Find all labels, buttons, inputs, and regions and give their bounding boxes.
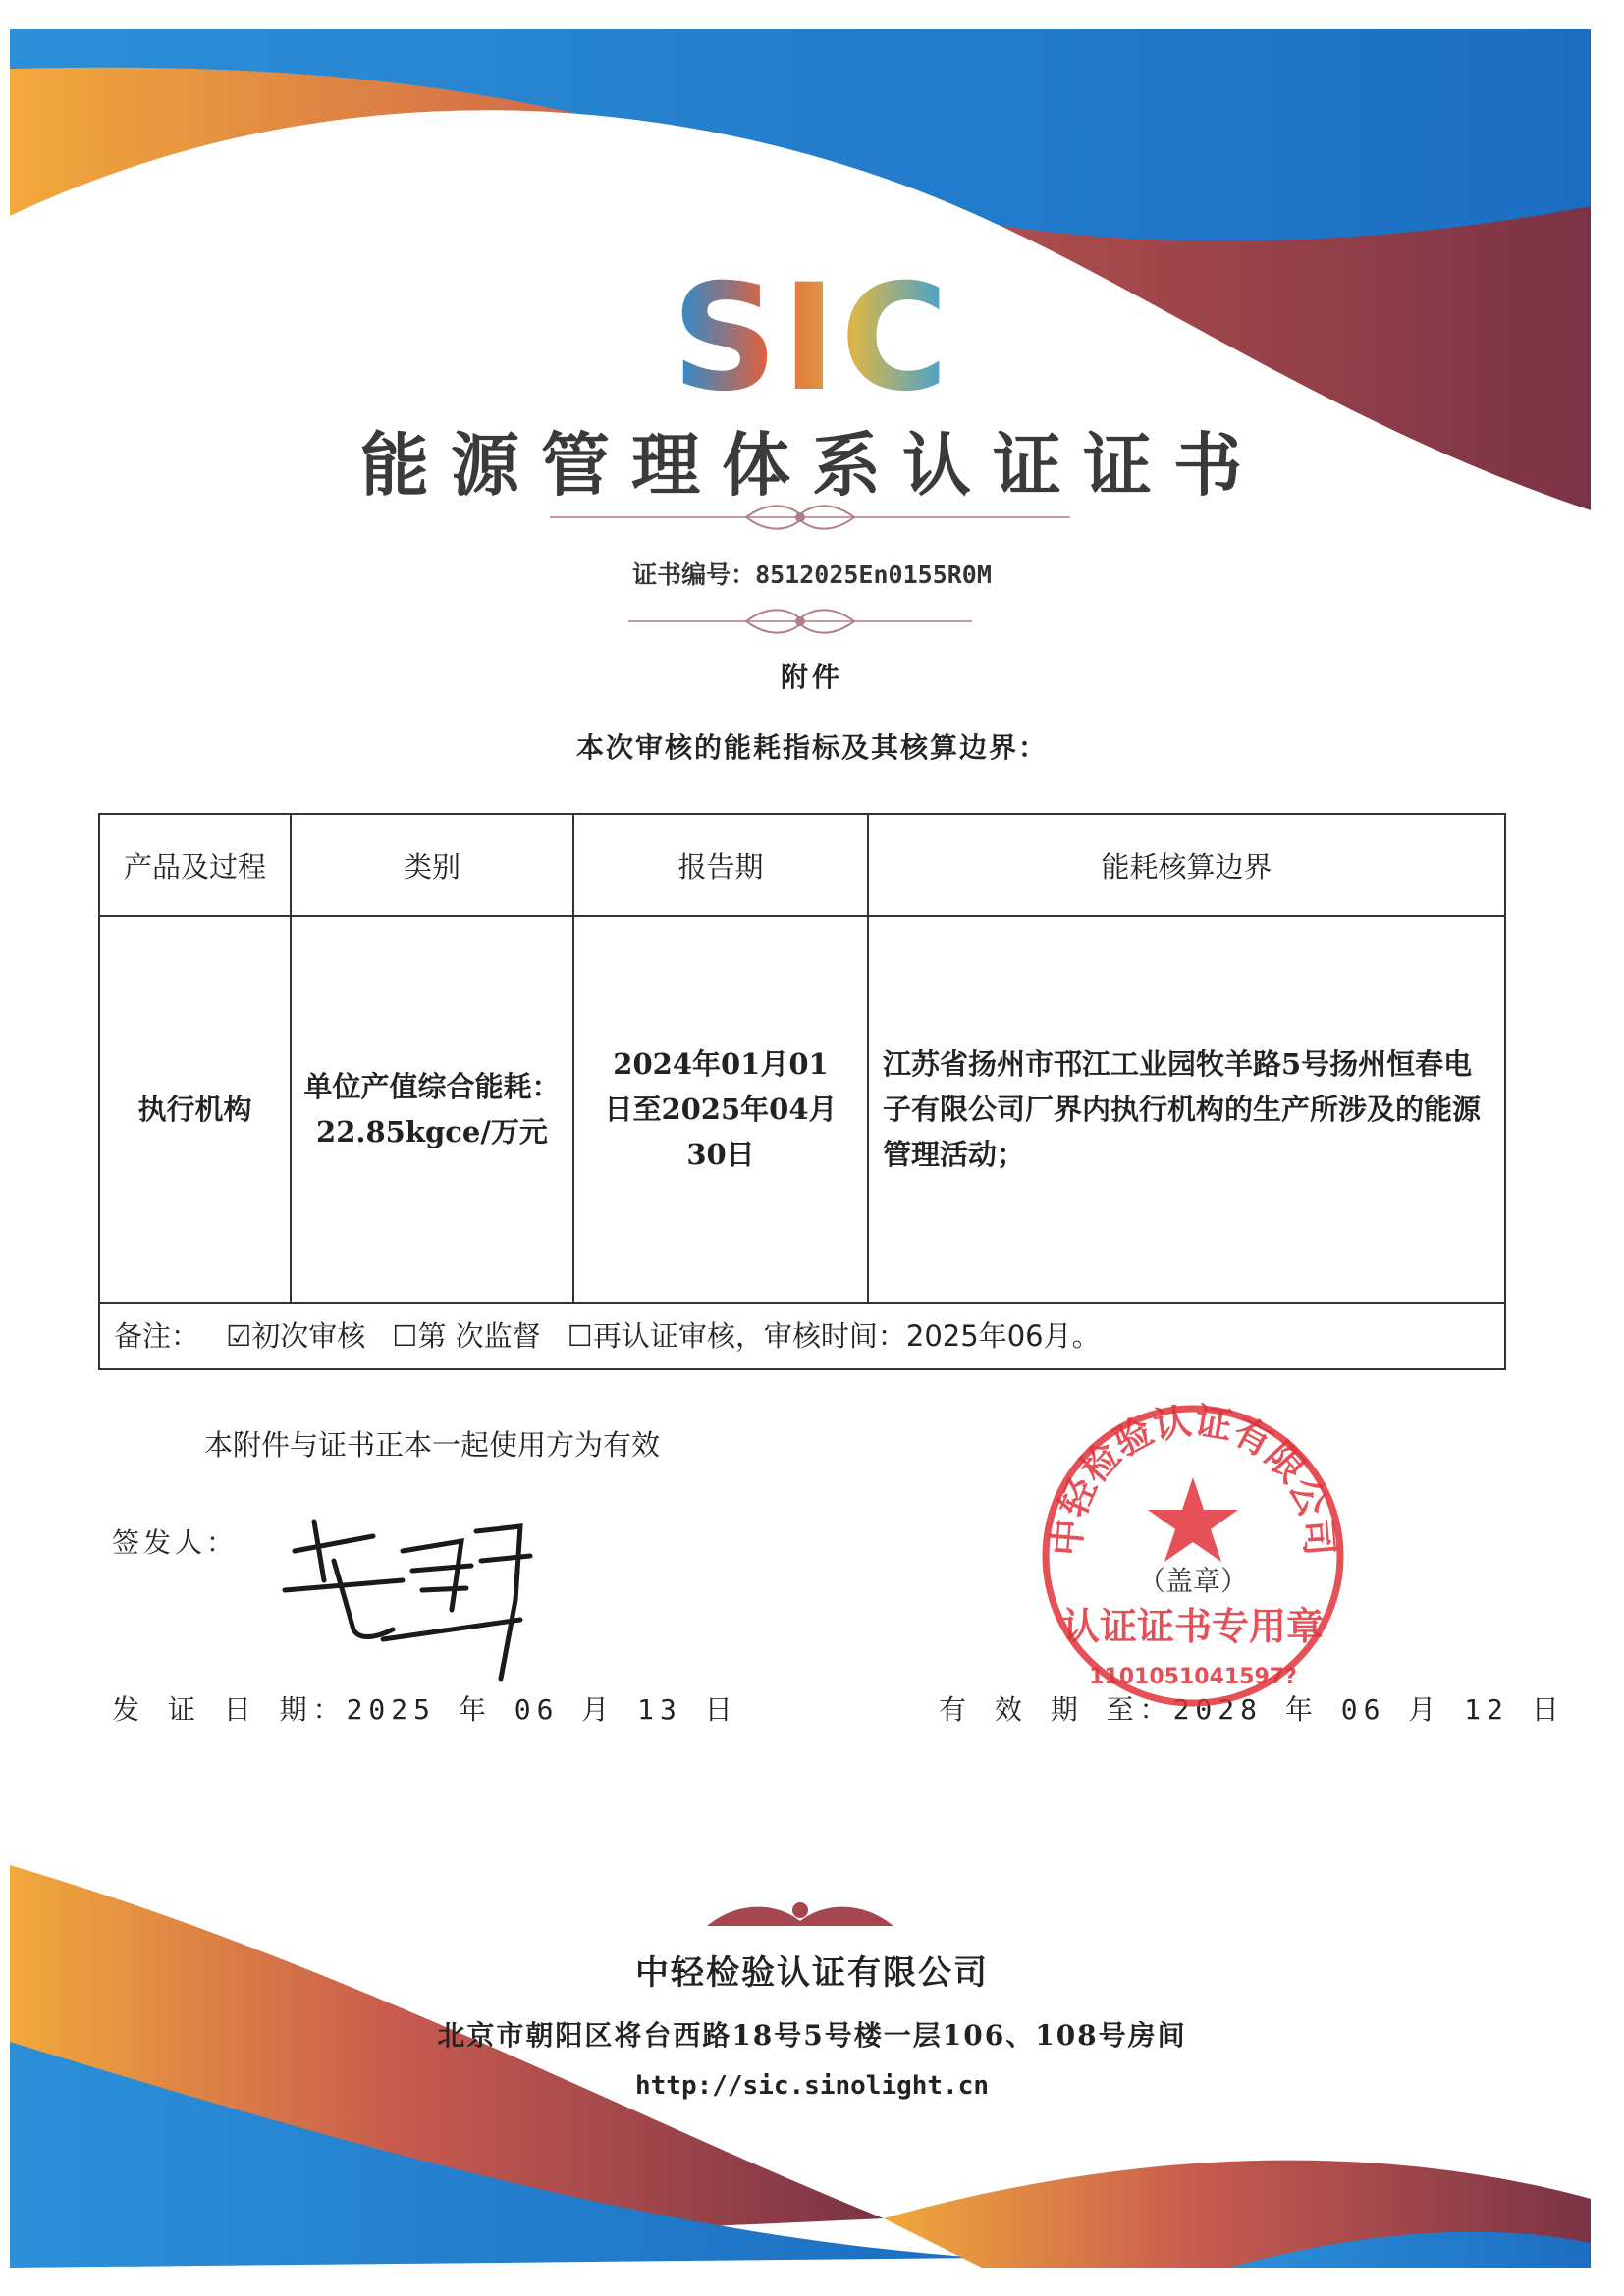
svg-text:（盖章）: （盖章）: [1137, 1565, 1249, 1597]
annex-label: 附件: [780, 661, 843, 693]
company-address: 北京市朝阳区将台西路18号5号楼一层106、108号房间: [437, 2019, 1187, 2052]
remark-label: 备注：: [114, 1319, 200, 1353]
issuer-label: 签发人：: [112, 1526, 239, 1559]
scope-intro: 本次审核的能耗指标及其核算边界：: [575, 731, 1048, 764]
cell-period: 2024年01月01日至2025年04月30日: [573, 916, 868, 1303]
energy-scope-table: [98, 813, 1506, 1370]
company-ornament: [0, 1896, 1624, 1936]
remark-surveillance: ☐第 次监督: [392, 1319, 541, 1353]
svg-text:1101051041597?: 1101051041597?: [1089, 1665, 1297, 1689]
certificate-number: 证书编号：8512025En0155R0M: [632, 561, 992, 589]
issuer-signature: [265, 1492, 560, 1688]
valid-until-date: 有 效 期 至：2028 年 06 月 12 日: [939, 1693, 1565, 1726]
official-seal: [1031, 1394, 1355, 1718]
remark-initial-audit: ☑初次审核: [226, 1319, 366, 1353]
header-category: 类别: [291, 814, 573, 916]
validity-note: 本附件与证书正本一起使用方为有效: [204, 1428, 661, 1462]
header-product: 产品及过程: [99, 814, 291, 916]
remark-recertification: ☐再认证审核，审核时间：2025年06月。: [567, 1319, 1101, 1353]
cell-product: 执行机构: [99, 916, 291, 1303]
company-url[interactable]: http://sic.sinolight.cn: [634, 2071, 990, 2101]
ornament-divider-bottom: [0, 607, 1624, 636]
header-period: 报告期: [573, 814, 868, 916]
svg-text:认证证书专用章: 认证证书专用章: [1061, 1605, 1325, 1648]
svg-text:中轻检验认证有限公司: 中轻检验认证有限公司: [1044, 1399, 1342, 1558]
header-boundary: 能耗核算边界: [868, 814, 1505, 916]
table-row: [99, 916, 1505, 1303]
remark-row: [99, 1303, 1505, 1369]
company-name: 中轻检验认证有限公司: [635, 1953, 989, 1993]
sic-logo: SIC: [672, 253, 952, 424]
cell-category: 单位产值综合能耗：22.85kgce/万元: [291, 916, 573, 1303]
certificate-title: 能源管理体系认证证书: [360, 424, 1264, 506]
table-header-row: [99, 814, 1505, 916]
issue-date: 发 证 日 期：2025 年 06 月 13 日: [112, 1693, 738, 1726]
ornament-divider-top: [0, 503, 1624, 532]
cell-boundary: 江苏省扬州市邗江工业园牧羊路5号扬州恒春电子有限公司厂界内执行机构的生产所涉及的能源管理活动；: [868, 916, 1505, 1303]
